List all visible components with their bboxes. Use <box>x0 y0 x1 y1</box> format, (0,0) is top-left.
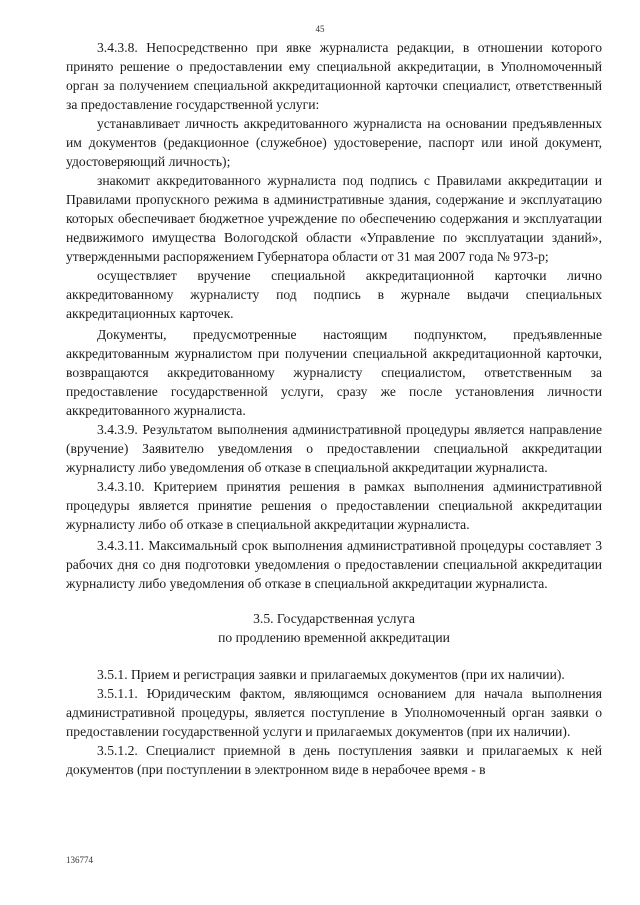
section-heading <box>66 609 602 647</box>
paragraph: осуществляет вручение специальной аккредитационной карточки лично аккредитованному журналисту под подпись в журнале выдачи специальных аккредитационных карточек. <box>66 268 602 321</box>
section-heading-line1: 3.5. Государственная услуга <box>253 611 415 626</box>
paragraph: знакомит аккредитованного журналиста под подпись с Правилами аккредитации и Правилами пропускного режима в административные здания, содержание и эксплуатацию которых обеспечивает бюджетное учреждение по обеспечению содержания и эксплуатации недвижимого имущества Вологодской области «Управление по эксплуатации зданий», утвержденными распоряжением Губернатора области от 31 мая 2007 года № 973-р; <box>66 173 602 264</box>
document-code: 136774 <box>66 855 93 865</box>
paragraph: 3.5.1.2. Специалист приемной в день поступления заявки и прилагаемых к ней документов (при поступлении в электронном виде в нерабочее время - в <box>66 743 602 777</box>
paragraph: 3.5.1. Прием и регистрация заявки и прилагаемых документов (при их наличии). <box>97 667 565 682</box>
section-heading-line2: по продлению временной аккредитации <box>218 630 450 645</box>
document-body <box>66 38 602 779</box>
paragraph: 3.4.3.9. Результатом выполнения административной процедуры является направление (вручение) Заявителю уведомления о предоставлении специальной аккредитации журналисту либо уведомления об отказе в специальной аккредитации журналиста. <box>66 422 602 475</box>
paragraph: устанавливает личность аккредитованного журналиста на основании предъявленных им документов (редакционное (служебное) удостоверение, паспорт или иной документ, удостоверяющий личность); <box>66 116 602 169</box>
paragraph: 3.4.3.10. Критерием принятия решения в рамках выполнения административной процедуры является принятие решения о предоставлении специальной аккредитации журналисту либо об отказе в специальной аккредитации журналиста. <box>66 479 602 532</box>
paragraph: 3.4.3.11. Максимальный срок выполнения административной процедуры составляет 3 рабочих дня со дня подготовки уведомления о предоставлении специальной аккредитации журналисту либо уведомления об отказе в специальной аккредитации журналиста. <box>66 538 602 591</box>
page-number: 45 <box>315 24 325 34</box>
paragraph: 3.4.3.8. Непосредственно при явке журналиста редакции, в отношении которого принято решение о предоставлении ему специальной аккредитации, в Уполномоченный орган за получением специальной аккредитационной карточки специалист, ответственный за предоставление государственной услуги: <box>66 40 602 112</box>
paragraph: Документы, предусмотренные настоящим подпунктом, предъявленные аккредитованным журналистом при получении специальной аккредитационной карточки, возвращаются аккредитованному журналисту специалистом, ответственным за предоставление государственной услуги, сразу же после установления личности аккредитованного журналиста. <box>66 327 602 418</box>
paragraph: 3.5.1.1. Юридическим фактом, являющимся основанием для начала выполнения административной процедуры, является поступление в Уполномоченный орган заявки о предоставлении государственной услуги и прилагаемых документов (при их наличии). <box>66 686 602 739</box>
